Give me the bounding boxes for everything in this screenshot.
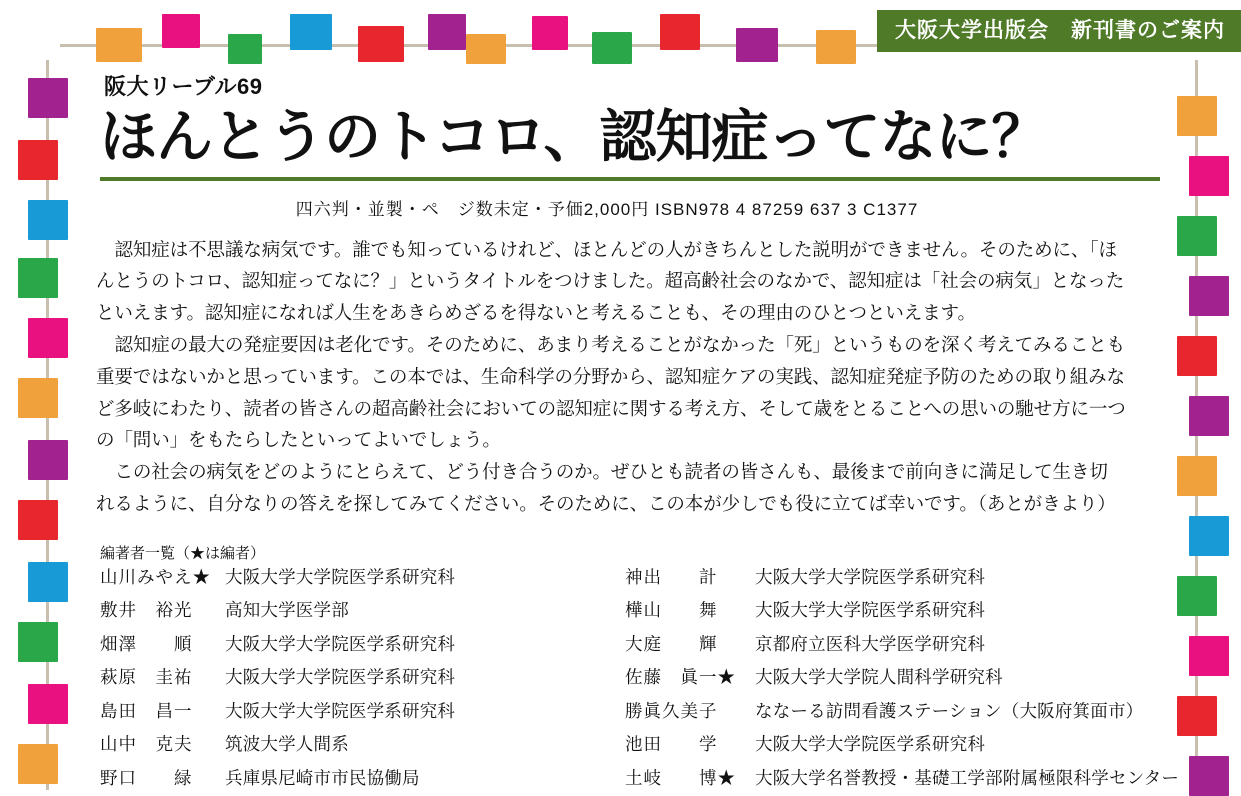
decor-square — [1189, 636, 1229, 676]
page-title: ほんとうのトコロ、認知症ってなに？ — [100, 105, 1048, 169]
editor-affiliation: 筑波大学人間系 — [225, 734, 349, 755]
editor-row — [100, 767, 625, 788]
editors-column-left — [100, 566, 625, 796]
editor-affiliation: 高知大学医学部 — [225, 600, 349, 621]
editor-affiliation: 京都府立医科大学医学研究科 — [755, 633, 986, 654]
description-paragraph: この社会の病気をどのようにとらえて、どう付き合うのか。ぜひとも読者の皆さんも、最後まで前向きに満足して生き切れるように、自分なりの答えを探してみてください。そのために、この本が少しでも役に立てば幸いです。（あとがきより） — [96, 461, 1116, 515]
editor-name: 山中 克夫 — [100, 734, 193, 755]
decor-square — [18, 500, 58, 540]
editor-affiliation: 大阪大学大学院医学系研究科 — [755, 600, 986, 621]
decor-square — [18, 378, 58, 418]
decor-square — [592, 32, 632, 64]
editor-row — [625, 767, 1180, 788]
decor-square — [660, 14, 700, 50]
editor-row — [100, 700, 625, 721]
editor-row — [100, 633, 625, 654]
editor-affiliation: 大阪大学大学院医学系研究科 — [225, 700, 456, 721]
book-specs: 四六判・並製・ペ ジ数未定・予価2,000円 ISBN978 4 87259 637 3 C1377 — [295, 199, 919, 219]
editor-name: 神出 計 — [625, 566, 718, 587]
decor-square — [18, 744, 58, 784]
decor-square — [1189, 516, 1229, 556]
decor-square — [28, 562, 68, 602]
decor-square — [1177, 96, 1217, 136]
right-decoration-strip — [1161, 0, 1241, 796]
editor-row — [625, 633, 1150, 654]
decor-square — [358, 26, 404, 62]
editor-name: 勝眞久美子 — [625, 700, 718, 721]
editor-name: 畑澤 順 — [100, 633, 193, 654]
editor-name: 佐藤 眞一★ — [625, 667, 736, 688]
decor-square — [1189, 276, 1229, 316]
decor-square — [428, 14, 466, 50]
editor-row — [625, 566, 1150, 587]
decor-square — [162, 14, 200, 48]
editor-name: 島田 昌一 — [100, 700, 193, 721]
editor-row — [625, 736, 1150, 754]
decor-square — [1189, 156, 1229, 196]
editor-affiliation: 大阪大学大学院医学系研究科 — [755, 734, 986, 755]
decor-square — [1177, 336, 1217, 376]
description-paragraph: 認知症は不思議な病気です。誰でも知っているけれど、ほとんどの人がきちんとした説明ができません。そのために、「ほんとうのトコロ、認知症ってなに？」というタイトルをつけました。超高齢社会のなかで、認知症は「社会の病気」となったといえます。認知症になれば人生をあきらめざるを得ないと考えることも、その理由のひとつといえます。 — [96, 238, 1125, 324]
editor-name: 大庭 輝 — [625, 633, 718, 654]
title-divider — [100, 177, 1160, 181]
decor-square — [18, 258, 58, 298]
decor-square — [816, 30, 856, 64]
left-decoration-strip — [0, 0, 80, 796]
editors-heading: 編著者一覧（★は編者） — [100, 544, 266, 562]
decor-square — [228, 34, 262, 64]
decor-square — [28, 200, 68, 240]
editor-name: 野口 緑 — [100, 767, 193, 788]
editor-row — [625, 669, 1150, 687]
editor-affiliation: 大阪大学大学院医学系研究科 — [755, 566, 986, 587]
decor-square — [96, 28, 142, 62]
publisher-banner: 大阪大学出版会 新刊書のご案内 — [877, 10, 1241, 52]
editor-row — [100, 566, 625, 587]
decor-square — [18, 140, 58, 180]
decor-square — [28, 78, 68, 118]
decor-square — [1189, 396, 1229, 436]
editor-row — [100, 736, 625, 754]
series-label: 阪大リーブル69 — [104, 74, 263, 99]
editor-name: 土岐 博★ — [625, 767, 736, 788]
editors-column-right — [625, 566, 1180, 796]
editor-affiliation: ななーる訪問看護ステーション（大阪府箕面市） — [755, 700, 1144, 721]
decor-square — [736, 28, 778, 62]
editor-row — [625, 602, 1150, 620]
decor-square — [28, 684, 68, 724]
decor-square — [1177, 216, 1217, 256]
editor-name: 敷井 裕光 — [100, 600, 193, 621]
editor-row — [100, 602, 625, 620]
description-text — [96, 234, 1126, 520]
decor-square — [1177, 696, 1217, 736]
editor-affiliation: 大阪大学大学院医学系研究科 — [225, 633, 456, 654]
editor-name: 池田 学 — [625, 734, 718, 755]
decor-square — [466, 34, 506, 64]
decor-square — [28, 440, 68, 480]
editor-name: 山川みやえ★ — [100, 566, 211, 587]
decor-square — [18, 622, 58, 662]
editor-affiliation: 大阪大学大学院医学系研究科 — [225, 667, 456, 688]
editor-affiliation: 大阪大学大学院医学系研究科 — [225, 566, 456, 587]
decor-square — [290, 14, 332, 50]
editor-name: 萩原 圭祐 — [100, 667, 193, 688]
decor-square — [1177, 456, 1217, 496]
decor-square — [532, 16, 568, 50]
decor-square — [1189, 756, 1229, 796]
content-area — [96, 70, 1180, 796]
editors-list — [100, 566, 1180, 796]
decor-square — [28, 318, 68, 358]
editor-affiliation: 大阪大学大学院人間科学研究科 — [755, 667, 1003, 688]
decor-square — [1177, 576, 1217, 616]
editor-name: 樺山 舞 — [625, 600, 718, 621]
editor-row — [625, 700, 1150, 721]
description-paragraph: 認知症の最大の発症要因は老化です。そのために、あまり考えることがなかった「死」というものを深く考えてみることも重要ではないかと思っています。この本では、生命科学の分野から、認知症ケアの実践、認知症発症予防のための取り組みなど多岐にわたり、読者の皆さんの超高齢社会においての認知症に関する考え方、そして歳をとることへの思いの馳せ方に一つの「問い」をもたらしたといってよいでしょう。 — [96, 333, 1126, 451]
editor-row — [100, 669, 625, 687]
editor-affiliation: 兵庫県尼崎市市民協働局 — [225, 767, 420, 788]
editor-affiliation: 大阪大学名誉教授・基礎工学部附属極限科学センター — [755, 767, 1180, 788]
